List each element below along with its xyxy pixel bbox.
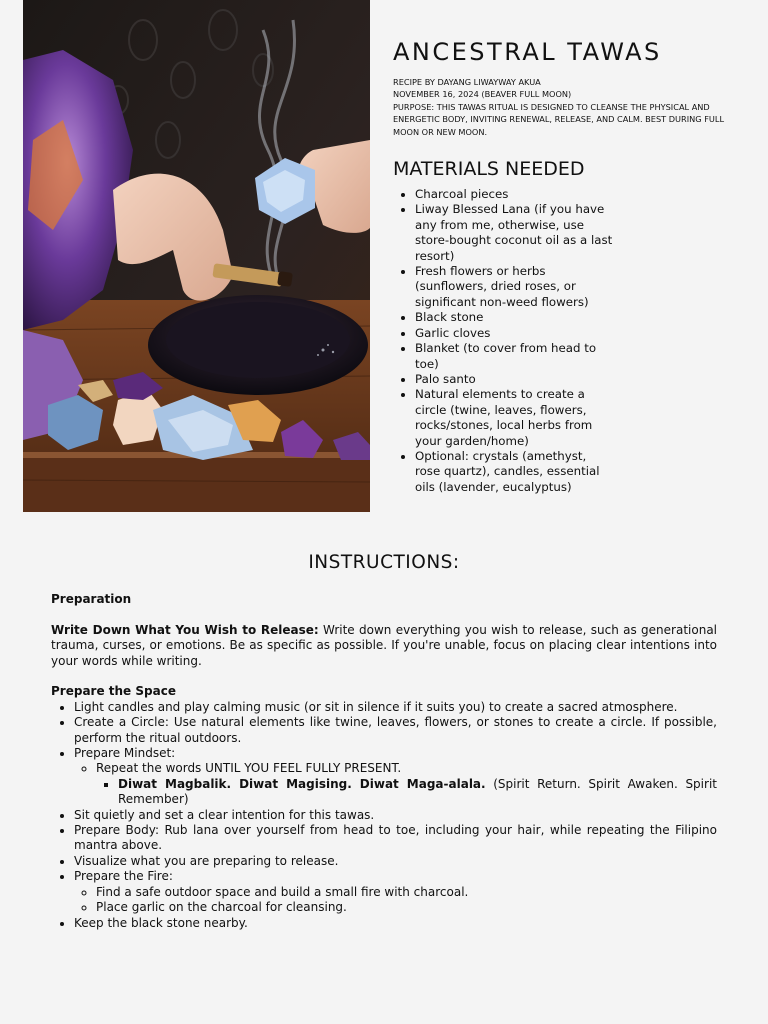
spacer (51, 607, 717, 622)
materials-heading: MATERIALS NEEDED (393, 158, 585, 181)
write-down-paragraph (51, 623, 717, 669)
recipe-author: RECIPE BY DAYANG LIWAYWAY AKUA (393, 77, 541, 87)
list-item: • Charcoal pieces (415, 187, 615, 202)
space-heading: Prepare the Space (51, 684, 176, 699)
steps-list (51, 700, 717, 931)
step-intention: • Sit quietly and set a clear intention for this tawas. (74, 808, 717, 823)
step-fire (74, 869, 717, 915)
step-mindset-repeat-label: Repeat the words UNTIL YOU FEEL FULLY PRESENT. (96, 761, 402, 776)
list-item: • Liway Blessed Lana (if you have any from me, otherwise, use store-bought coconut oil as a last resort) (415, 202, 615, 264)
recipe-purpose: PURPOSE: THIS TAWAS RITUAL IS DESIGNED TO CLEANSE THE PHYSICAL AND ENERGETIC BODY, INVITING RENEWAL, RELEASE, AND CALM. BEST DURING FULL MOON OR NEW MOON. (393, 101, 725, 137)
preparation-heading: Preparation (51, 592, 132, 606)
instructions-section (51, 552, 717, 931)
step-body: • Prepare Body: Rub lana over yourself from head to toe, including your hair, while repeating the Filipino mantra above. (74, 823, 717, 854)
list-item: • Fresh flowers or herbs (sunflowers, dried roses, or significant non-weed flowers) (415, 264, 615, 310)
list-item: • Blanket (to cover from head to toe) (415, 341, 615, 372)
step-mindset-repeat (96, 761, 717, 807)
write-down-text: Write down everything you wish to release, such as generational trauma, curses, or emotions. Be as specific as possible. If you're unable, focus on placing clear intentions into your words while writing. (51, 622, 717, 668)
step-fire-build: ◦ Find a safe outdoor space and build a small fire with charcoal. (96, 885, 717, 900)
list-item: • Black stone (415, 310, 615, 325)
instructions-heading: INSTRUCTIONS: (308, 552, 460, 573)
list-item: • Natural elements to create a circle (twine, leaves, flowers, rocks/stones, local herbs from your garden/home) (415, 387, 615, 449)
fire-substeps (74, 885, 717, 916)
crystals-and-palo-santo-photo (23, 0, 370, 512)
spacer (51, 669, 717, 684)
ritual-photo (23, 0, 370, 512)
list-item: • Optional: crystals (amethyst, rose quartz), candles, essential oils (lavender, eucalyptus) (415, 449, 615, 495)
mantra-item (118, 777, 717, 808)
mindset-substeps (74, 761, 717, 807)
mantra-list (96, 777, 717, 808)
step-candles: • Light candles and play calming music (or sit in silence if it suits you) to create a sacred atmosphere. (74, 700, 717, 715)
step-fire-garlic: ◦ Place garlic on the charcoal for cleansing. (96, 900, 717, 915)
step-visualize: • Visualize what you are preparing to release. (74, 854, 717, 869)
step-mindset (74, 746, 717, 808)
step-mindset-label: Prepare Mindset: (74, 746, 176, 761)
step-circle: • Create a Circle: Use natural elements like twine, leaves, flowers, or stones to create a circle. If possible, perform the ritual outdoors. (74, 715, 717, 746)
list-item: • Garlic cloves (415, 326, 615, 341)
materials-list (393, 187, 615, 495)
recipe-title: ANCESTRAL TAWAS (393, 38, 662, 66)
mantra-translation: (Spirit Return. Spirit Awaken. Spirit Remember) (118, 776, 717, 807)
step-fire-label: Prepare the Fire: (74, 869, 173, 884)
recipe-header (393, 38, 738, 495)
list-item: • Palo santo (415, 372, 615, 387)
recipe-date: NOVEMBER 16, 2024 (BEAVER FULL MOON) (393, 89, 572, 100)
step-stone: • Keep the black stone nearby. (74, 916, 717, 931)
mantra-text: Diwat Magbalik. Diwat Magising. Diwat Maga-alala. (118, 776, 486, 791)
write-down-lead: Write Down What You Wish to Release: (51, 622, 319, 637)
